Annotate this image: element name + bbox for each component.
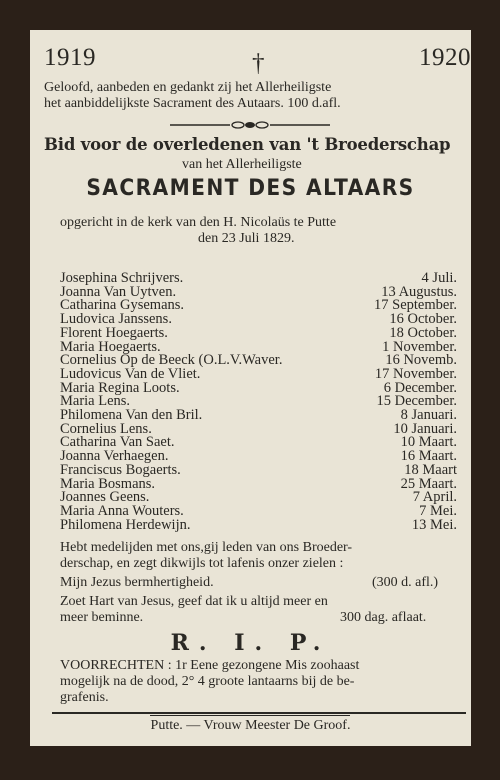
privileges-line-3: grafenis. [60, 690, 109, 705]
deceased-name: Ludovicus Van de Vliet. [60, 365, 201, 382]
deceased-name: Philomena Van den Bril. [60, 407, 203, 423]
year-end: 1920 [419, 44, 471, 71]
deceased-name: Cornelius Op de Beeck (O.L.V.Waver. [60, 352, 283, 369]
memorial-card [30, 30, 471, 746]
death-date: 8 Januari. [400, 407, 457, 423]
deceased-name: Maria Regina Loots. [60, 379, 180, 396]
deceased-name: Maria Anna Wouters. [60, 502, 184, 519]
year-start: 1919 [44, 44, 96, 71]
footer-divider-thin [150, 715, 350, 716]
deceased-name: Joanna Van Uytven. [60, 283, 177, 300]
deceased-name: Franciscus Bogaerts. [60, 461, 181, 478]
deceased-name: Ludovica Janssens. [60, 311, 172, 328]
ejaculation-2-line-1: Zoet Hart van Jesus, geef dat ik u altijd meer en [60, 594, 328, 609]
intro-subheading: van het Allerheiligste [182, 157, 302, 172]
rip-heading: R. I. P. [170, 630, 331, 656]
plea-line-2: derschap, en zegt dikwijls tot lafenis onzer zielen : [60, 556, 344, 571]
ejaculation-1-indulgence: (300 d. afl.) [372, 575, 439, 590]
death-date: 15 December. [376, 393, 457, 410]
death-date: 18 October. [389, 324, 457, 341]
deceased-name: Joannes Geens. [60, 489, 150, 506]
deceased-name: Maria Hoegaerts. [60, 338, 161, 355]
privileges-line-1: VOORRECHTEN : 1r Eene gezongene Mis zoohaast [60, 658, 360, 673]
footer-divider [52, 712, 466, 714]
death-date: 17 September. [374, 297, 457, 314]
ejaculation-2-line-2: meer beminne. [60, 610, 144, 625]
cross-icon: † [252, 50, 265, 77]
confraternity-title: SACRAMENT DES ALTAARS [86, 176, 415, 201]
death-date: 10 Maart. [400, 434, 457, 451]
deceased-name: Maria Bosmans. [60, 475, 156, 492]
printer-imprint: Putte. — Vrouw Meester De Groof. [150, 718, 351, 733]
death-date: 7 April. [412, 489, 457, 506]
death-date: 16 Novemb. [385, 352, 457, 369]
deceased-row [30, 517, 471, 533]
ornament-divider-icon [170, 121, 330, 129]
deceased-name: Catharina Gysemans. [60, 297, 185, 314]
deceased-name: Philomena Herdewijn. [60, 516, 191, 533]
death-date: 17 November. [374, 365, 457, 382]
opening-prayer-line-1: Geloofd, aanbeden en gedankt zij het Allerheiligste [44, 80, 332, 95]
death-date: 6 December. [383, 379, 457, 396]
death-date: 18 Maart [404, 461, 457, 478]
deceased-name: Josephina Schrijvers. [60, 270, 184, 286]
deceased-name: Maria Lens. [60, 393, 131, 410]
plea-line-1: Hebt medelijden met ons,gij leden van ons Broeder- [60, 540, 353, 555]
founding-line-2: den 23 Juli 1829. [198, 231, 295, 246]
death-date: 13 Mei. [411, 516, 457, 533]
deceased-name: Joanna Verhaegen. [60, 448, 169, 465]
deceased-name: Catharina Van Saet. [60, 434, 175, 451]
death-date: 13 Augustus. [381, 283, 457, 300]
death-date: 10 Januari. [393, 420, 457, 437]
death-date: 25 Maart. [400, 475, 457, 492]
privileges-line-2: mogelijk na de dood, 2° 4 groote lantaarns bij de be- [60, 674, 355, 689]
death-date: 16 October. [389, 311, 457, 328]
intro-heading: Bid voor de overledenen van 't Broederschap [44, 135, 451, 154]
founding-line-1: opgericht in de kerk van den H. Nicolaüs te Putte [60, 215, 337, 230]
deceased-name: Florent Hoegaerts. [60, 324, 168, 341]
death-date: 1 November. [382, 338, 457, 355]
death-date: 16 Maart. [400, 448, 457, 465]
death-date: 4 Juli. [421, 270, 457, 286]
ejaculation-2-indulgence: 300 dag. aflaat. [340, 610, 427, 625]
opening-prayer-line-2: het aanbiddelijkste Sacrament des Autaars. 100 d.afl. [44, 96, 341, 111]
death-date: 7 Mei. [419, 502, 457, 519]
deceased-name: Cornelius Lens. [60, 420, 152, 437]
ejaculation-1: Mijn Jezus bermhertigheid. [60, 575, 214, 590]
